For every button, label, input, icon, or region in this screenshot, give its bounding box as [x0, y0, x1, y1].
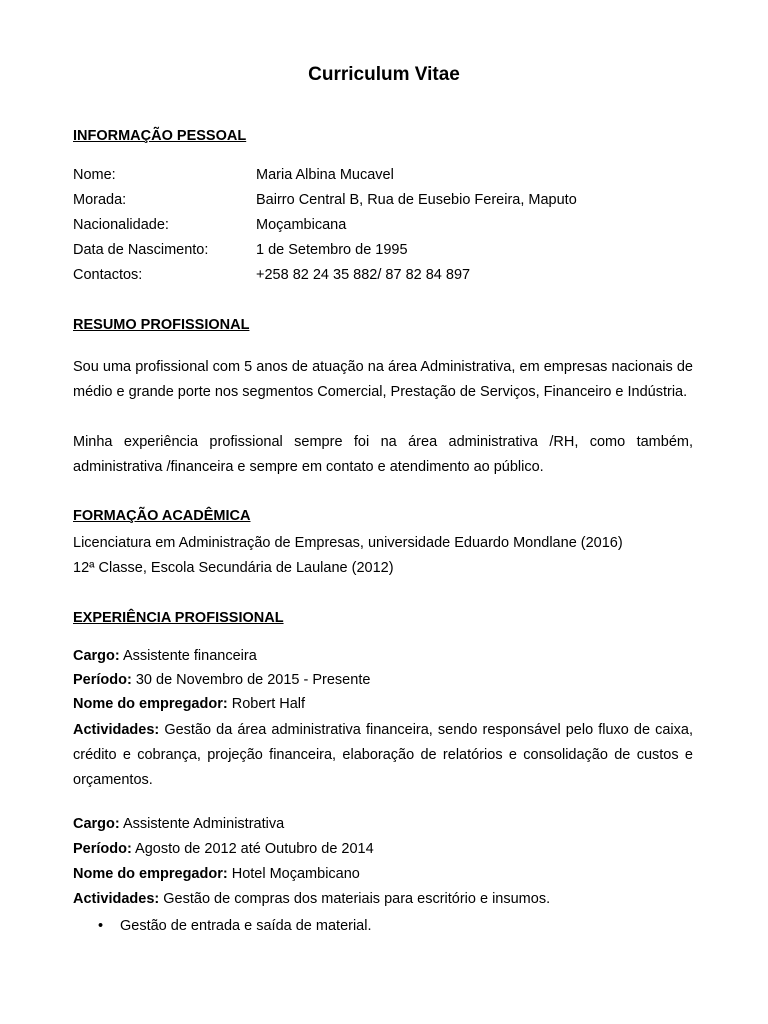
activities-value: Gestão de compras dos materiais para escritório e insumos.	[163, 891, 551, 907]
field-label: Nome:	[73, 167, 116, 183]
job-period	[73, 839, 374, 859]
job-period	[73, 670, 370, 690]
bullet-icon: •	[98, 918, 104, 934]
activities-label: Actividades:	[73, 891, 160, 907]
section-heading-education: FORMAÇÃO ACADÊMICA	[73, 508, 251, 524]
field-value: Bairro Central B, Rua de Eusebio Fereira, Maputo	[256, 192, 577, 208]
period-label: Período:	[73, 672, 132, 688]
document-title: Curriculum Vitae	[308, 64, 460, 85]
job-role	[73, 646, 257, 666]
job-employer	[73, 694, 305, 714]
job-activities	[73, 718, 693, 793]
employer-label: Nome do empregador:	[73, 696, 228, 712]
role-value: Assistente Administrativa	[122, 816, 285, 832]
section-heading-experience: EXPERIÊNCIA PROFISSIONAL	[73, 610, 284, 626]
role-value: Assistente financeira	[122, 648, 257, 664]
activities-value: Gestão da área administrativa financeira, sendo responsável pelo fluxo de caixa, crédito e cobrança, projeção financeira, elaboração de relatórios e consolidação de custos e orçamentos.	[73, 722, 694, 788]
role-label: Cargo:	[73, 648, 120, 664]
field-value: Moçambicana	[256, 217, 347, 233]
education-item: Licenciatura em Administração de Empresas, universidade Eduardo Mondlane (2016)	[73, 535, 623, 551]
job-employer	[73, 864, 360, 884]
period-value: Agosto de 2012 até Outubro de 2014	[135, 841, 374, 857]
summary-paragraph: Sou uma profissional com 5 anos de atuação na área Administrativa, em empresas nacionais de médio e grande porte nos segmentos Comercial, Prestação de Serviços, Financeiro e Indústria.	[73, 359, 693, 400]
field-label: Contactos:	[73, 267, 143, 283]
employer-label: Nome do empregador:	[73, 866, 228, 882]
field-value: +258 82 24 35 882/ 87 82 84 897	[256, 267, 471, 283]
section-heading-personal: INFORMAÇÃO PESSOAL	[73, 128, 247, 144]
field-label: Morada:	[73, 192, 127, 208]
job-activities	[73, 889, 550, 909]
employer-value: Hotel Moçambicano	[231, 866, 360, 882]
period-value: 30 de Novembro de 2015 - Presente	[135, 672, 371, 688]
field-value: Maria Albina Mucavel	[256, 167, 394, 183]
section-heading-summary: RESUMO PROFISSIONAL	[73, 317, 250, 333]
field-value: 1 de Setembro de 1995	[256, 242, 408, 258]
field-label: Nacionalidade:	[73, 217, 169, 233]
job-role	[73, 814, 284, 834]
field-label: Data de Nascimento:	[73, 242, 209, 258]
bullet-item: Gestão de entrada e saída de material.	[120, 918, 372, 934]
activities-label: Actividades:	[73, 722, 160, 738]
period-label: Período:	[73, 841, 132, 857]
role-label: Cargo:	[73, 816, 120, 832]
employer-value: Robert Half	[231, 696, 306, 712]
education-item: 12ª Classe, Escola Secundária de Laulane (2012)	[73, 560, 394, 576]
summary-paragraph: Minha experiência profissional sempre foi na área administrativa /RH, como também, administrativa /financeira e sempre em contato e atendimento ao público.	[73, 434, 693, 475]
